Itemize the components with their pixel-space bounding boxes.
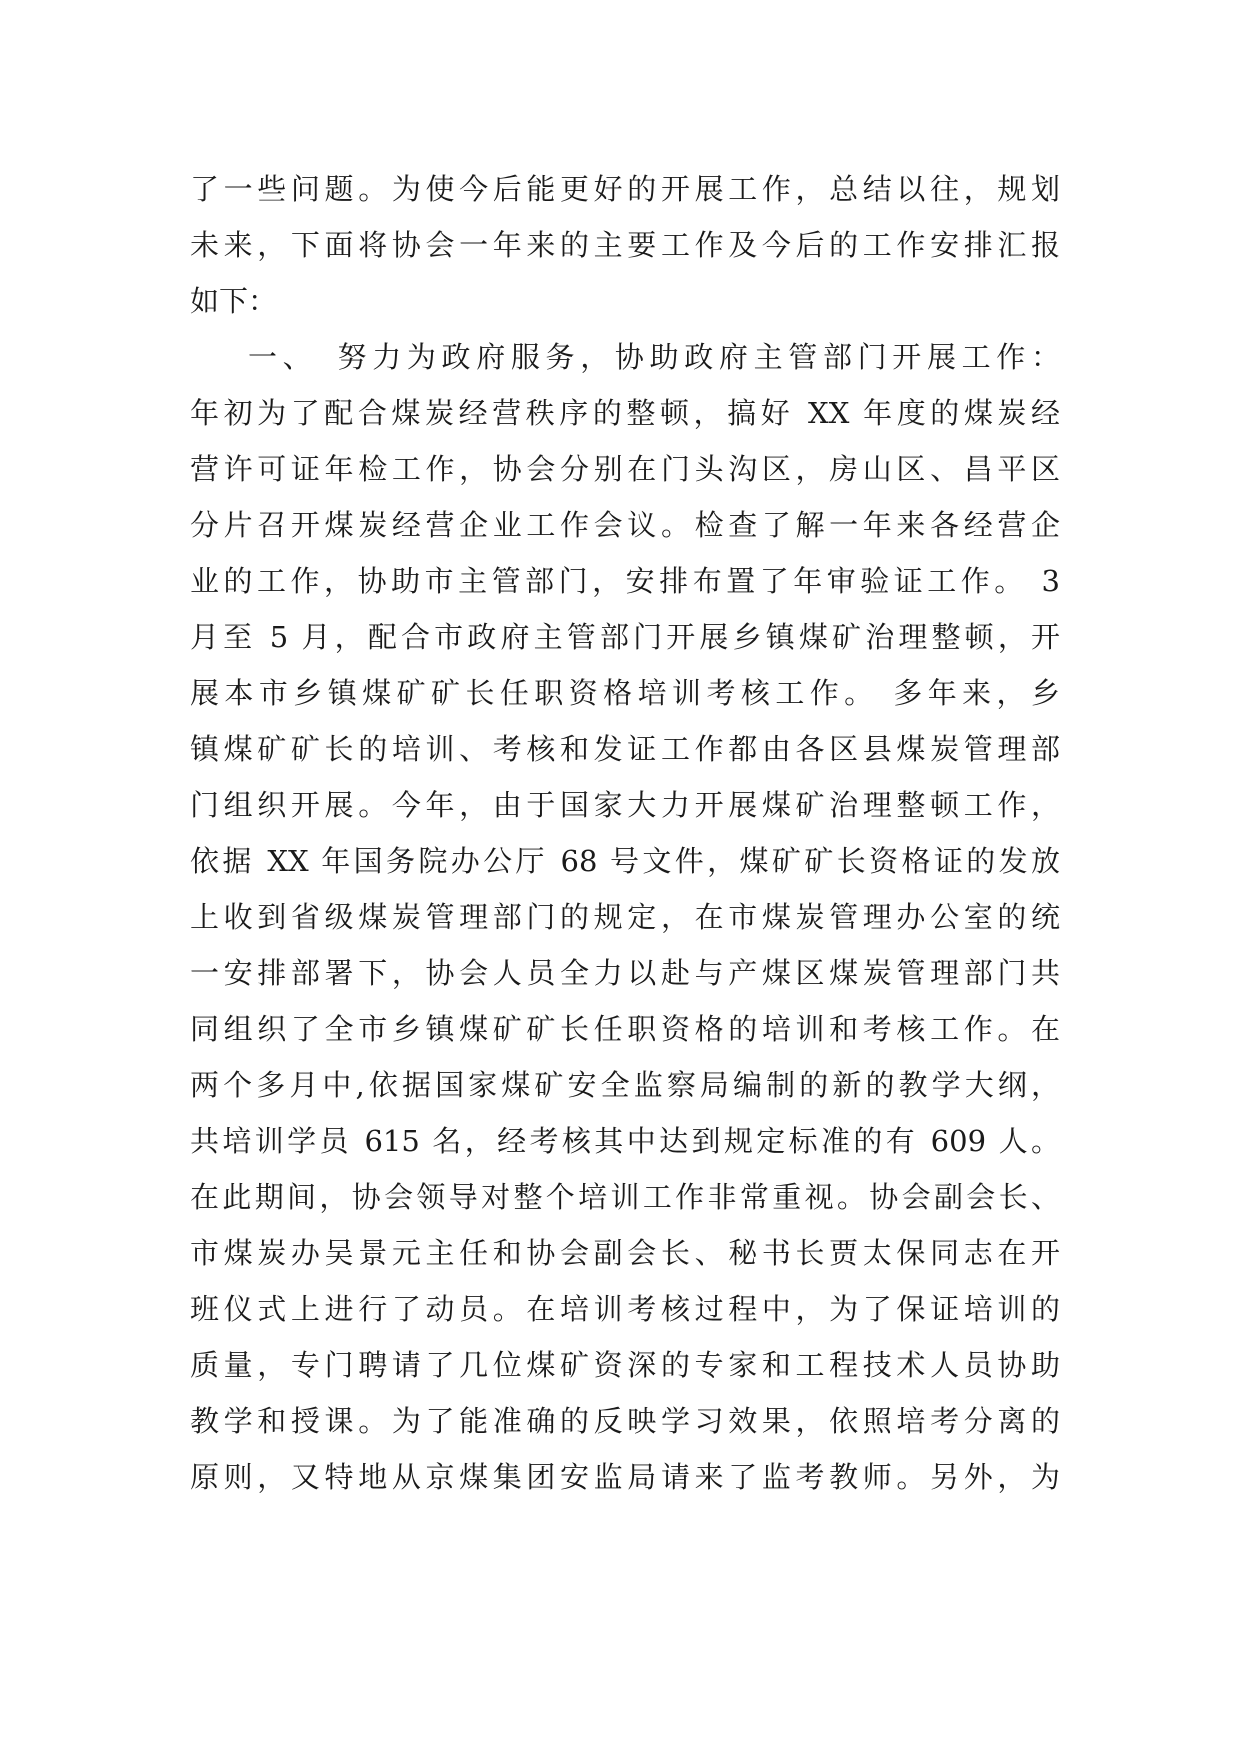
text-line: 两个多月中,依据国家煤矿安全监察局编制的新的教学大纲， xyxy=(190,1068,1060,1102)
text-line: 门组织开展。今年，由于国家大力开展煤矿治理整顿工作， xyxy=(190,788,1060,822)
text-line: 教学和授课。为了能准确的反映学习效果，依照培考分离的 xyxy=(190,1404,1060,1438)
text-line: 营许可证年检工作，协会分别在门头沟区，房山区、昌平区 xyxy=(190,452,1060,486)
text-line: 分片召开煤炭经营企业工作会议。检查了解一年来各经营企 xyxy=(190,508,1060,542)
text-line: 了一些问题。为使今后能更好的开展工作，总结以往，规划 xyxy=(190,172,1060,206)
text-line: 展本市乡镇煤矿矿长任职资格培训考核工作。 多年来，乡 xyxy=(190,676,1060,710)
text-line: 月至 5 月，配合市政府主管部门开展乡镇煤矿治理整顿，开 xyxy=(190,620,1060,654)
section-heading-line: 一、 努力为政府服务，协助政府主管部门开展工作： xyxy=(248,340,1060,374)
text-line: 一安排部署下，协会人员全力以赴与产煤区煤炭管理部门共 xyxy=(190,956,1060,990)
text-line: 共培训学员 615 名，经考核其中达到规定标准的有 609 人。 xyxy=(190,1124,1060,1158)
body-text xyxy=(190,161,1060,1505)
text-line: 如下： xyxy=(190,284,278,318)
text-line: 同组织了全市乡镇煤矿矿长任职资格的培训和考核工作。在 xyxy=(190,1012,1060,1046)
text-line: 年初为了配合煤炭经营秩序的整顿，搞好 XX 年度的煤炭经 xyxy=(190,396,1060,430)
text-line: 未来，下面将协会一年来的主要工作及今后的工作安排汇报 xyxy=(190,228,1060,262)
text-line: 依据 XX 年国务院办公厅 68 号文件，煤矿矿长资格证的发放 xyxy=(190,844,1060,878)
text-line: 上收到省级煤炭管理部门的规定，在市煤炭管理办公室的统 xyxy=(190,900,1060,934)
text-line: 在此期间，协会领导对整个培训工作非常重视。协会副会长、 xyxy=(190,1180,1060,1214)
text-line: 业的工作，协助市主管部门，安排布置了年审验证工作。 3 xyxy=(190,564,1060,598)
text-line: 质量，专门聘请了几位煤矿资深的专家和工程技术人员协助 xyxy=(190,1348,1060,1382)
text-line: 市煤炭办吴景元主任和协会副会长、秘书长贾太保同志在开 xyxy=(190,1236,1060,1270)
text-line: 镇煤矿矿长的培训、考核和发证工作都由各区县煤炭管理部 xyxy=(190,732,1060,766)
text-line: 原则，又特地从京煤集团安监局请来了监考教师。另外，为 xyxy=(190,1460,1060,1494)
text-line: 班仪式上进行了动员。在培训考核过程中，为了保证培训的 xyxy=(190,1292,1060,1326)
